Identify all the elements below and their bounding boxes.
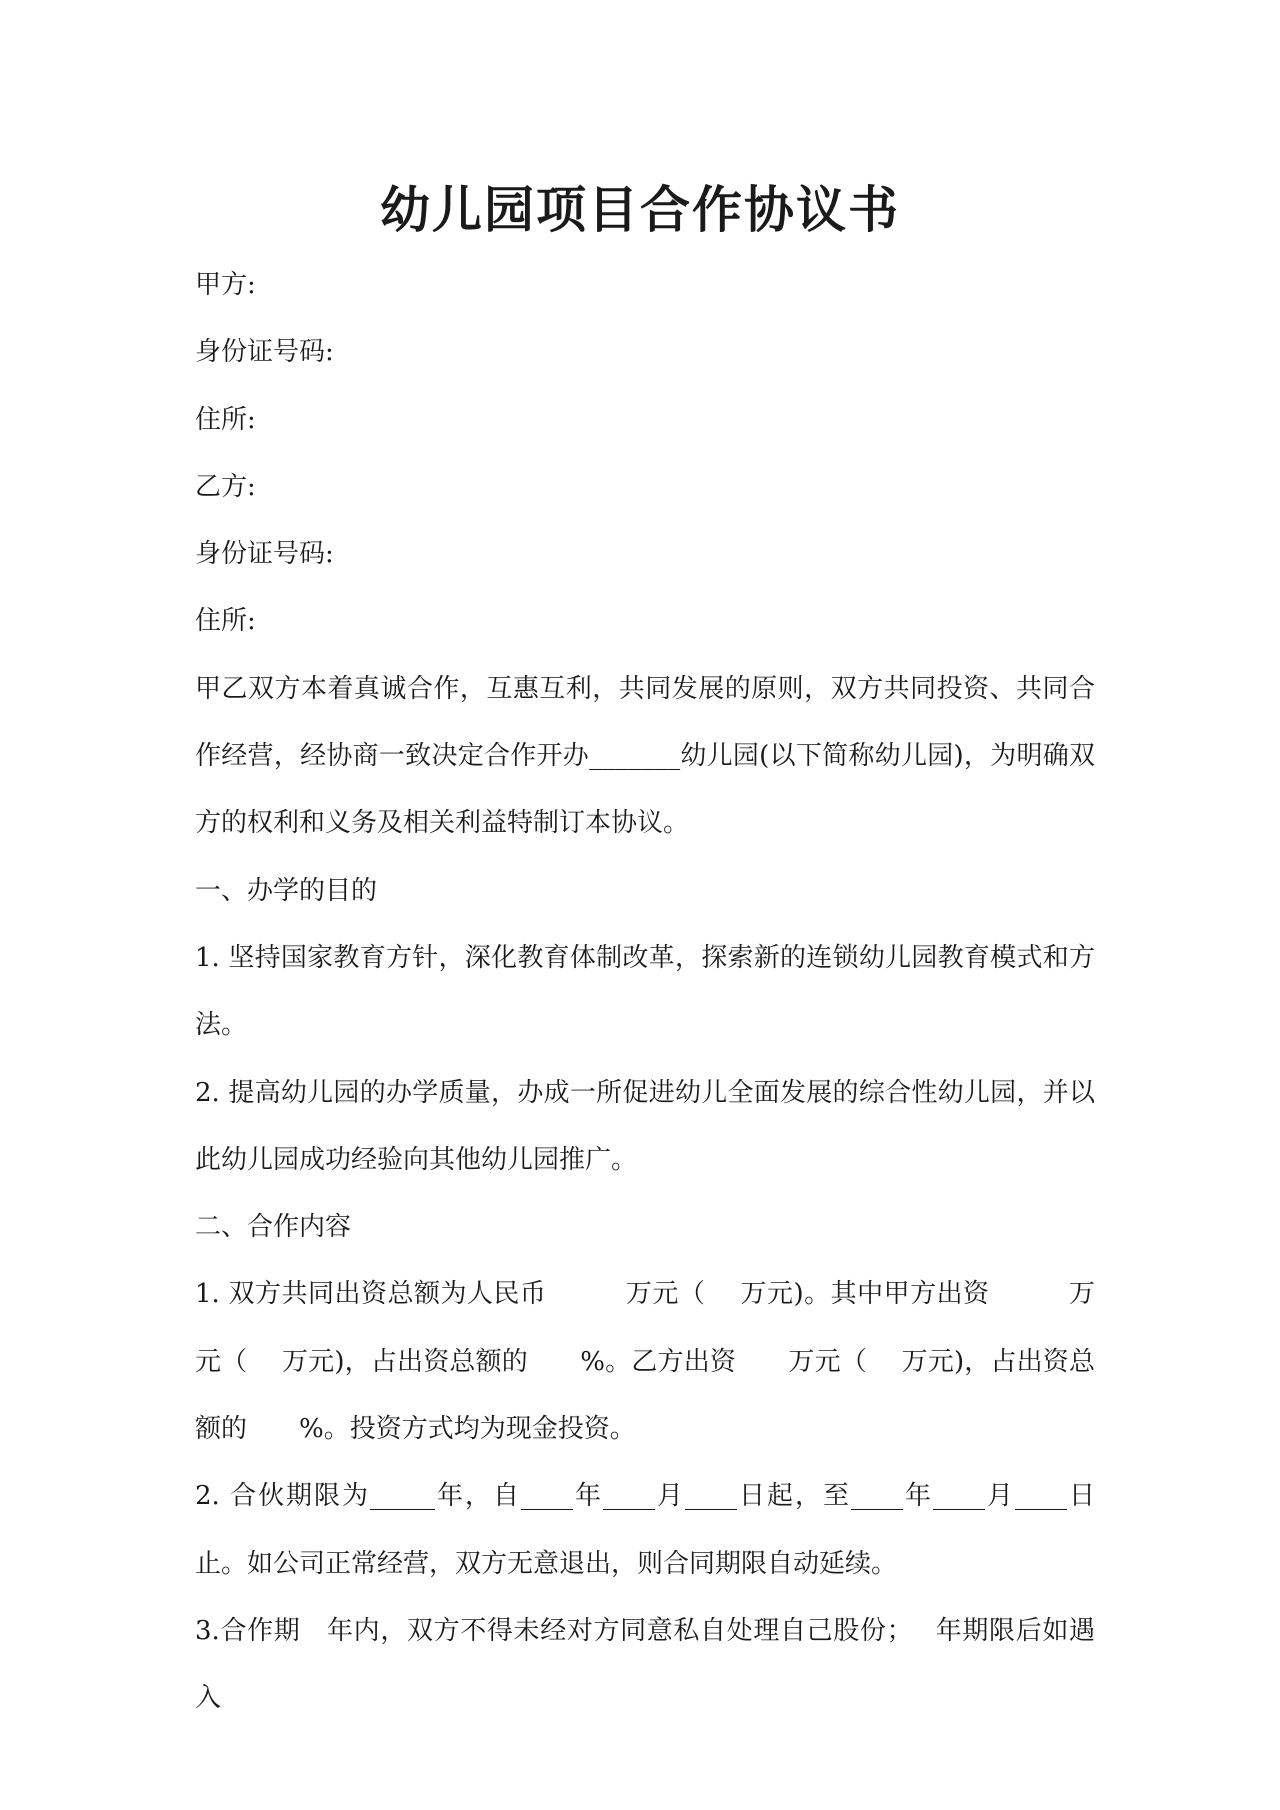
purpose-clause-1: 1. 坚持国家教育方针，深化教育体制改革，探索新的连锁幼儿园教育模式和方法。 [195,942,1095,1041]
cooperation-clause-3: 3.合作期 年内，双方不得未经对方同意私自处理自己股份； 年期限后如遇入 [195,1615,1095,1714]
document-body [195,252,1095,1733]
cooperation-clause-1: 1. 双方共同出资总额为人民币 万元（ 万元)。其中甲方出资 万元（ 万元)，占出资总额的 %。乙方出资 万元（ 万元)，占出资总额的 %。投资方式均为现金投资。 [195,1279,1095,1445]
party-a-id-label: 身份证号码: [195,337,334,368]
party-b-address-label: 住所: [195,606,256,637]
cooperation-clause-2: 2. 合伙期限为_____年，自____年____月____日起，至____年____月____日止。如公司正常经营，双方无意退出，则合同期限自动延续。 [195,1481,1095,1579]
section-heading-cooperation: 二、合作内容 [195,1212,352,1243]
party-a-address-label: 住所: [195,404,256,435]
purpose-clause-2: 2. 提高幼儿园的办学质量，办成一所促进幼儿全面发展的综合性幼儿园，并以此幼儿园成功经验向其他幼儿园推广。 [195,1077,1095,1175]
document-title: 幼儿园项目合作协议书 [380,180,900,239]
party-b-id-label: 身份证号码: [195,539,334,570]
preamble-paragraph: 甲乙双方本着真诚合作，互惠互利，共同发展的原则，双方共同投资、共同合作经营，经协商一致决定合作开办_______幼儿园(以下简称幼儿园)，为明确双方的权利和义务及相关利益特制订本协议。 [195,673,1095,839]
party-b-label: 乙方: [195,471,256,502]
section-heading-purpose: 一、办学的目的 [195,875,378,906]
party-a-label: 甲方: [195,270,256,300]
